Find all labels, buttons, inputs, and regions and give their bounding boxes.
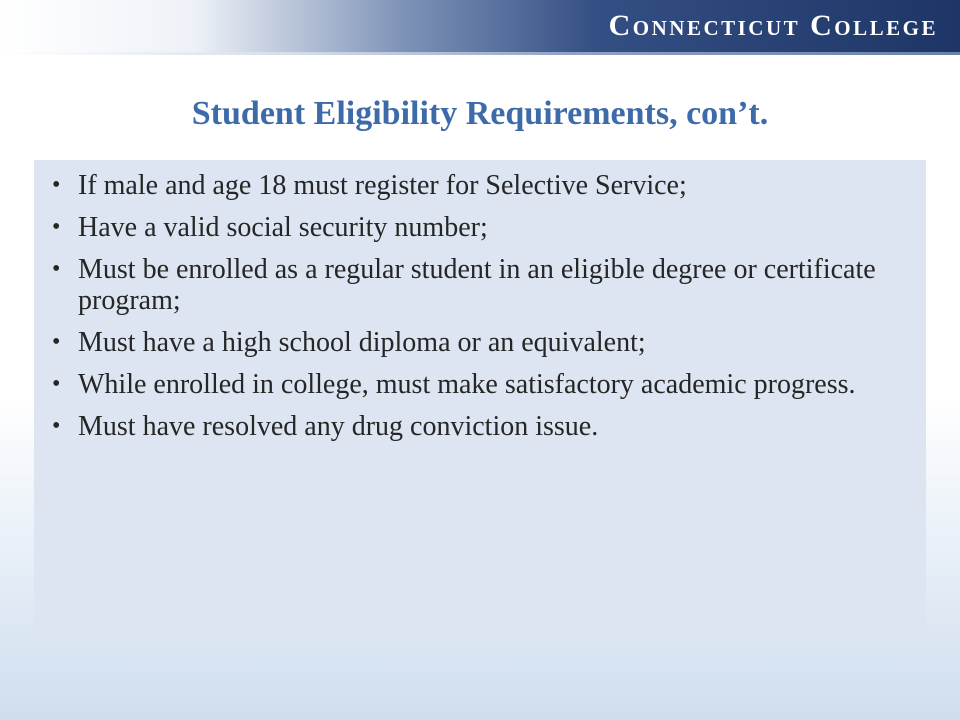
bullet-item: [52, 369, 902, 400]
bullet-dot-icon: •: [52, 371, 61, 397]
bullet-dot-icon: •: [52, 329, 61, 355]
bullet-text: Must have a high school diploma or an equivalent;: [78, 327, 646, 358]
bullet-dot-icon: •: [52, 413, 61, 439]
slide-title: Student Eligibility Requirements, con’t.: [191, 95, 769, 132]
bullet-item: [52, 212, 902, 243]
bullet-text: Must have resolved any drug conviction issue.: [78, 411, 599, 442]
content-panel: [34, 160, 926, 638]
bullet-dot-icon: •: [52, 256, 61, 282]
bullet-item: [52, 327, 902, 358]
bullet-text: If male and age 18 must register for Selective Service;: [78, 170, 687, 201]
bullet-text: While enrolled in college, must make satisfactory academic progress.: [78, 369, 856, 400]
bullet-dot-icon: •: [52, 214, 61, 240]
bullet-text: Must be enrolled as a regular student in an eligible degree or certificate program;: [78, 254, 876, 316]
header-divider: [0, 52, 960, 55]
college-name: Connecticut College: [608, 9, 938, 42]
bullet-item: [52, 170, 902, 201]
bullet-text: Have a valid social security number;: [78, 212, 488, 243]
header-bar: [0, 0, 960, 52]
bullet-list: [52, 170, 902, 442]
bullet-dot-icon: •: [52, 172, 61, 198]
bullet-item: [52, 411, 902, 442]
bullet-item: [52, 254, 902, 316]
